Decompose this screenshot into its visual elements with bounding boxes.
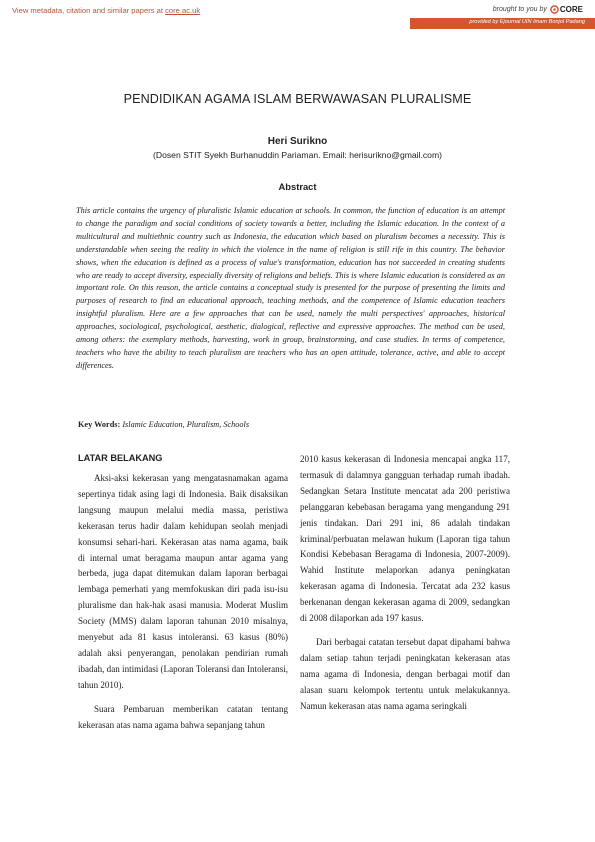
core-link-domain[interactable]: core.ac.uk <box>165 6 201 15</box>
body-paragraph: 2010 kasus kekerasan di Indonesia mencapai angka 117, termasuk di dalamnya gangguan terhadap rumah ibadah. Sedangkan Setara Institute mencatat ada 200 peristiwa pelanggaran kebebasan beragama yang mengandung 291 jenis tindakan. Dari 291 ini, 86 adalah tindakan kriminal/perbuatan melawan hukum (Laporan tiga tahun Kondisi Kebebasan Beragama di Indonesia, 2007-2009). Wahid Institute melaporkan adanya peningkatan kekerasan agama di Indonesia. Tercatat ada 232 kasus berkenanan dengan kekerasan agama di 2009, sedangkan di 2008 dilaporkan ada 197 kasus. <box>300 454 510 624</box>
provider-text[interactable]: provided by Ejournal UIN Imam Bonjol Padang <box>469 19 585 25</box>
provider-strip <box>410 18 595 29</box>
section-heading: LATAR BELAKANG <box>78 453 163 463</box>
keywords <box>78 420 249 429</box>
core-logo-icon <box>550 5 559 14</box>
core-banner <box>0 0 595 30</box>
author-name: Heri Surikno <box>267 136 328 147</box>
body-paragraph: Suara Pembaruan memberikan catatan tentang kekerasan atas nama agama bahwa sepanjang tahun <box>78 703 288 730</box>
abstract-heading: Abstract <box>278 181 317 192</box>
author-affiliation: (Dosen STIT Syekh Burhanuddin Pariaman. Email: herisurikno@gmail.com) <box>153 150 442 160</box>
core-logo-label: CORE <box>559 5 583 14</box>
body-column-left <box>78 452 288 734</box>
core-metadata-link[interactable] <box>12 6 200 15</box>
paper-title: PENDIDIKAN AGAMA ISLAM BERWAWASAN PLURALISME <box>123 92 472 106</box>
keywords-value: Islamic Education, Pluralism, Schools <box>122 420 250 429</box>
core-link-prefix: View metadata, citation and similar papers at <box>12 6 166 15</box>
body-paragraph: Dari berbagai catatan tersebut dapat dipahami bahwa dalam setiap tahun terjadi peningkatan kekerasan atas nama agama di Indonesia, dengan berbagai motif dan alasan suaru kelompok tertentu untuk melakukannya. Namun kekerasan atas nama agama seringkali <box>300 636 510 711</box>
abstract-text: This article contains the urgency of pluralistic Islamic education at schools. In common, the function of education is an attempt to change the paradigm and social conditions of society towards a better, including the Islamic education. In the context of a multicultural and multiethnic country such as Indonesia, the education which based on pluralism becomes a necessity. This is understandable when seeing the reality in which the violence in the name of religion is still rife in this country. The behavior shows, when the education is defined as a process of value's transformation, education has not succeeded in creating students who are ready to accept diversity, especially diversity of religions and beliefs. This is where Islamic education is considered as an important role. On this reason, the article contains a conceptual study is presented for the purpose of presenting the limits and purposes of research to find an educational approach, teaching methods, and the competence of Islamic education teachers insightful pluralism. Here are a few approaches that can be used, namely the multi perspectives' approaches, historical approaches, sociological, psychological, aesthetic, dialogical, reflective and expressive approaches. The method can be used, among others: the exemplary methods, harvesting, work in group, brainstorming, and case studies. In terms of competence, teachers who have the ability to teach pluralism are teachers who has an open attitude, tolerance, active, and able to accept differences. <box>76 206 505 370</box>
body-column-right <box>300 452 510 715</box>
body-paragraph: Aksi-aksi kekerasan yang mengatasnamakan agama sepertinya tidak asing lagi di Indonesia. Baik disaksikan langsung maupun melalui media massa, peristiwa kekerasan terus hadir dalam kehidupan seolah menjadi konsumsi sehari-hari. Kekerasan atas nama agama, baik di internal umat beragama maupun antar agama yang berbeda, juga dapat ditemukan dalam laporan berbagai lembaga pemerhati yang memfokuskan diri pada isu-isu pluralisme dan hak-hak asasi manusia. Moderat Muslim Society (MMS) dalam laporan tahunan 2010 misalnya, menyebut ada 81 kasus intoleransi. 63 kasus (80%) adalah aksi penyerangan, penolakan pendirian rumah ibadah, dan intimidasi (Laporan Toleransi dan Intoleransi, tahun 2010). <box>78 473 288 690</box>
core-brand[interactable] <box>493 5 583 14</box>
core-logo[interactable] <box>550 5 583 14</box>
keywords-label: Key Words: <box>78 420 121 429</box>
brought-by-text: brought to you by <box>492 6 547 13</box>
